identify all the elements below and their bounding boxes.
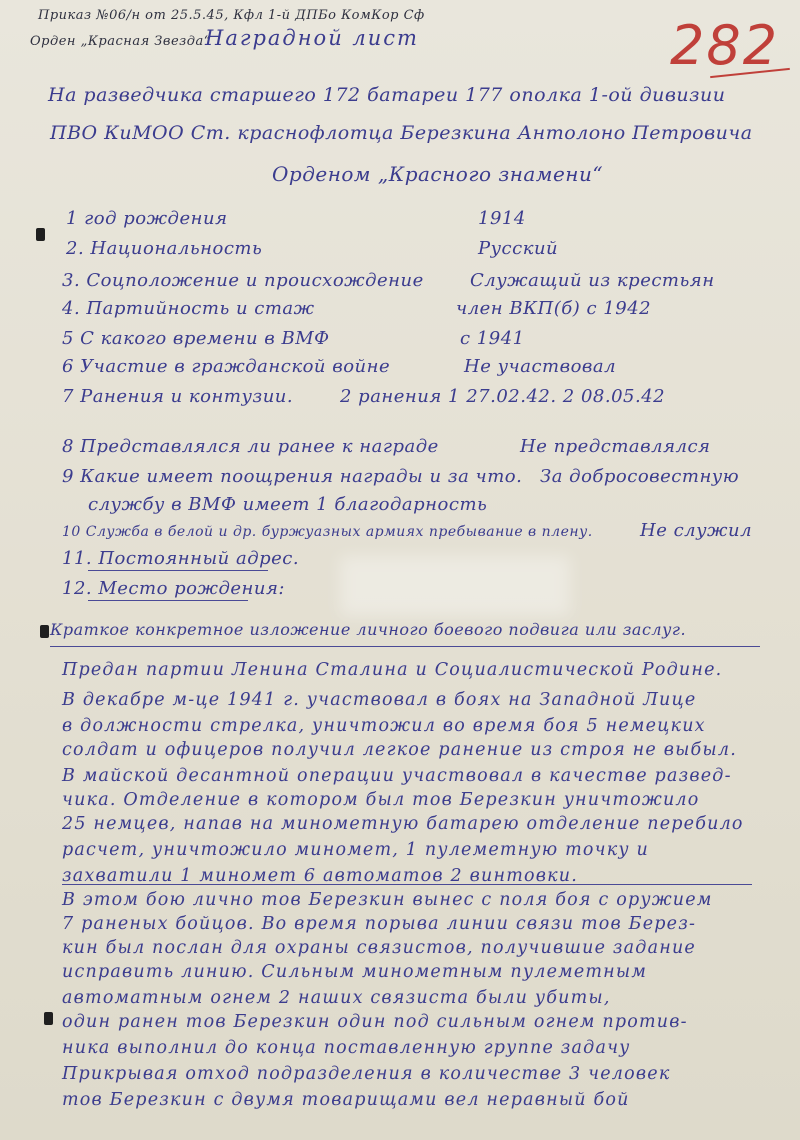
order-line: Приказ №06/н от 25.5.45, Кфл 1-й ДПБо КомКор Сф: [38, 8, 425, 23]
body-line: 25 немцев, напав на минометную батарею отделение перебило: [62, 814, 744, 834]
item-value: Русский: [478, 238, 559, 259]
body-line: один ранен тов Березкин один под сильным огнем против-: [62, 1012, 688, 1032]
binder-hole-mark: [36, 228, 45, 241]
body-line: В декабре м-це 1941 г. участвовал в боях на Западной Лице: [62, 690, 697, 710]
item-label: 8 Представлялся ли ранее к награде: [62, 436, 439, 457]
item-value: Не служил: [640, 520, 753, 541]
body-line: В этом бою лично тов Березкин вынес с поля боя с оружием: [62, 890, 713, 910]
underline: [62, 884, 752, 885]
item-value: Служащий из крестьян: [470, 270, 715, 291]
intro-line-2: ПВО КиМОО Ст. краснофлотца Березкина Антолоно Петровича: [50, 122, 753, 144]
item-value: с 1941: [460, 328, 525, 349]
body-line: 7 раненых бойцов. Во время порыва линии связи тов Берез-: [62, 914, 697, 934]
item-label: 5 С какого времени в ВМФ: [62, 328, 330, 349]
item-value: 1914: [478, 208, 526, 229]
page-title: Наградной лист: [205, 26, 419, 50]
body-line: тов Березкин с двумя товарищами вел неравный бой: [62, 1090, 630, 1110]
item-label: 6 Участие в гражданской войне: [62, 356, 391, 377]
item-label: 2. Национальность: [66, 238, 263, 259]
item-value: Не представлялся: [520, 436, 711, 457]
item-value: За добросовестную: [540, 466, 740, 487]
summary-heading: Краткое конкретное изложение личного боевого подвига или заслуг.: [50, 620, 687, 639]
body-line: ника выполнил до конца поставленную группе задачу: [62, 1038, 631, 1058]
item-label: 9 Какие имеет поощрения награды и за что.: [62, 466, 523, 487]
item-label: 3. Соцположение и происхождение: [62, 270, 424, 291]
archive-stamp-number: 282: [670, 14, 790, 84]
award-name: Орденом „Красного знамени“: [272, 162, 604, 186]
body-line: исправить линию. Сильным минометным пулеметным: [62, 962, 648, 982]
binder-hole-mark: [44, 1012, 53, 1025]
item-label: 1 год рождения: [66, 208, 228, 229]
item-label: 11. Постоянный адрес.: [62, 548, 300, 569]
item-value: Не участвовал: [464, 356, 617, 377]
body-line: расчет, уничтожило миномет, 1 пулеметную точку и: [62, 840, 649, 860]
body-line: Предан партии Ленина Сталина и Социалистической Родине.: [62, 660, 723, 680]
item-value: член ВКП(б) с 1942: [456, 298, 652, 319]
underline: [88, 600, 248, 601]
body-line: солдат и офицеров получил легкое ранение из строя не выбыл.: [62, 740, 737, 760]
intro-line-1: На разведчика старшего 172 батареи 177 ополка 1-ой дивизии: [48, 84, 726, 106]
body-line: В майской десантной операции участвовал в качестве развед-: [62, 766, 732, 786]
item-label: 7 Ранения и контузии.: [62, 386, 294, 407]
body-line: кин был послан для охраны связистов, получившие задание: [62, 938, 696, 958]
body-line: в должности стрелка, уничтожил во время боя 5 немецких: [62, 716, 706, 736]
item-label: 10 Служба в белой и др. буржуазных армиях пребывание в плену.: [62, 524, 593, 540]
body-line: Прикрывая отход подразделения в количестве 3 человек: [62, 1064, 671, 1084]
item-value: 2 ранения 1 27.02.42. 2 08.05.42: [340, 386, 666, 407]
faded-area: [340, 556, 570, 616]
order-medal: Орден „Красная Звезда“: [30, 34, 211, 49]
underline: [50, 646, 760, 647]
binder-hole-mark: [40, 625, 49, 638]
item-label: 12. Место рождения:: [62, 578, 285, 599]
body-line: чика. Отделение в котором был тов Березкин уничтожило: [62, 790, 700, 810]
body-line: захватили 1 миномет 6 автоматов 2 винтовки.: [62, 866, 579, 886]
body-line: автоматным огнем 2 наших связиста были убиты,: [62, 988, 611, 1008]
item-label: 4. Партийность и стаж: [62, 298, 315, 319]
item-value-continued: службу в ВМФ имеет 1 благодарность: [88, 494, 488, 515]
underline: [88, 570, 268, 571]
